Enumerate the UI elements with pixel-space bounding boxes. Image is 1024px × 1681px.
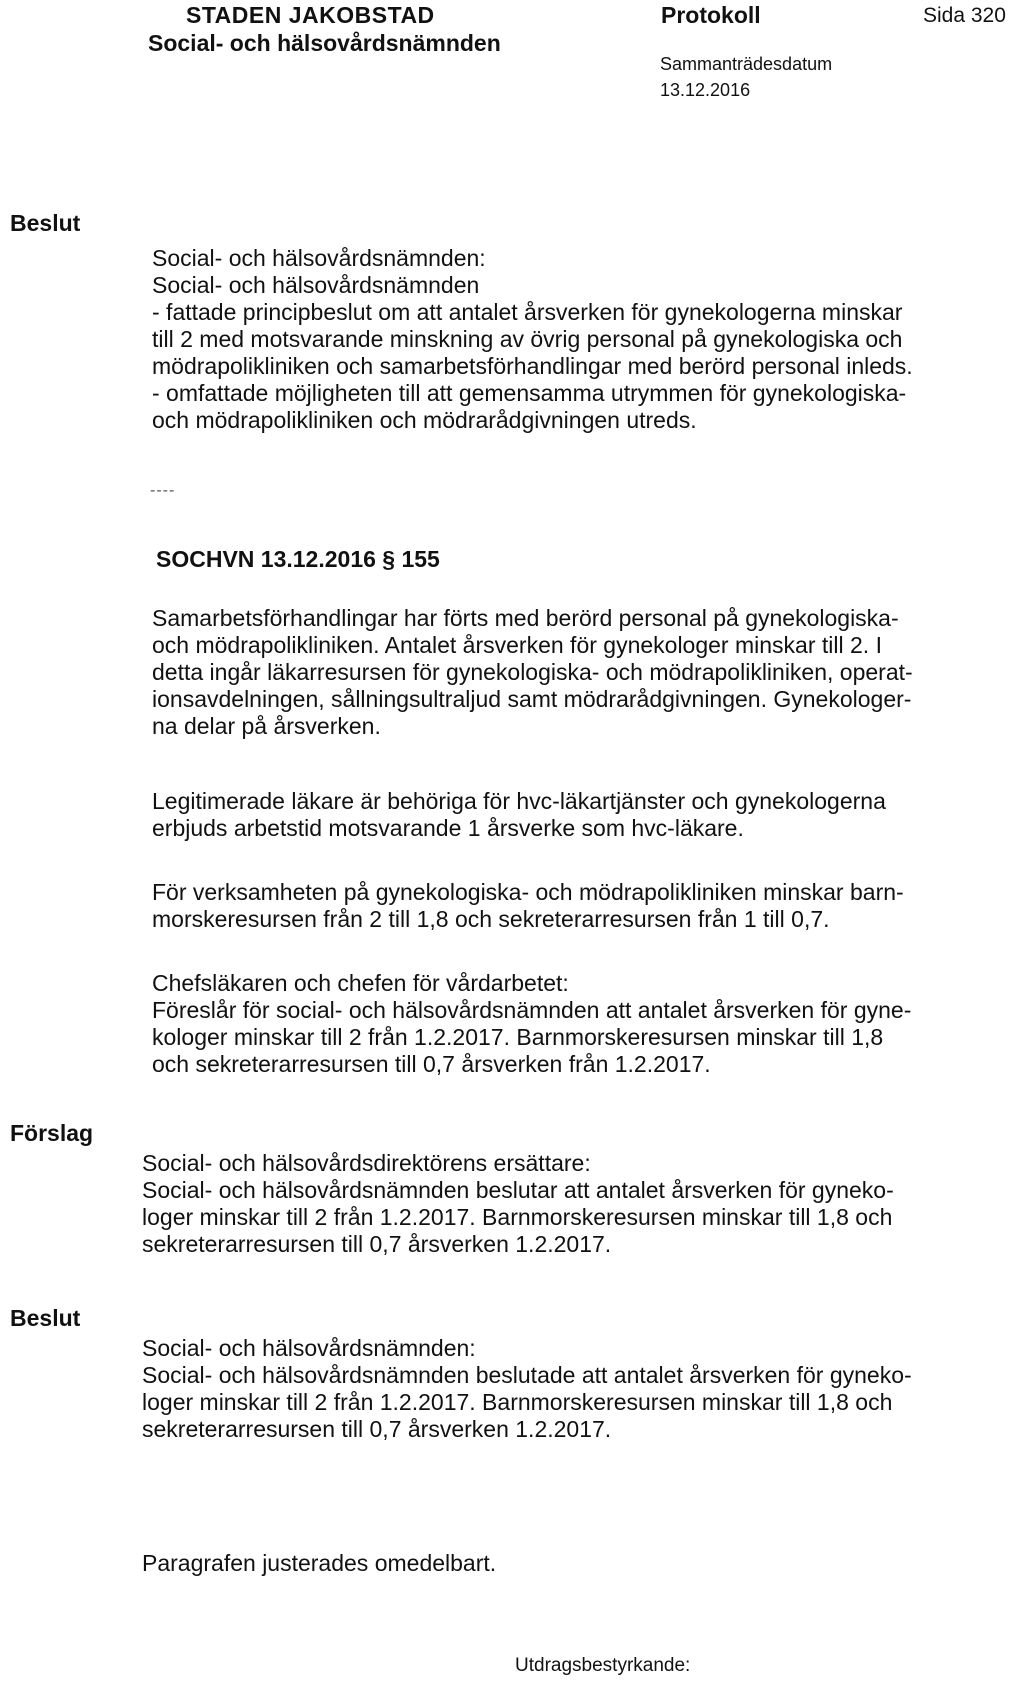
text-line: Social- och hälsovårdsnämnden beslutade att antalet årsverken för gyneko- [142, 1362, 912, 1388]
side-label-forslag: Förslag [10, 1120, 94, 1146]
text-line: Chefsläkaren och chefen för vårdarbetet: [152, 970, 569, 996]
meeting-date: 13.12.2016 [660, 80, 751, 100]
text-line: och mödrapolikliniken och mödrarådgivningen utreds. [152, 407, 697, 433]
text-line: Social- och hälsovårdsnämnden: [142, 1335, 476, 1361]
decision-1-block [152, 245, 1022, 434]
text-line: - fattade principbeslut om att antalet årsverken för gynekologerna minskar [152, 299, 903, 325]
text-line: loger minskar till 2 från 1.2.2017. Barnmorskeresursen minskar till 1,8 och [142, 1389, 893, 1415]
text-line: erbjuds arbetstid motsvarande 1 årsverke som hvc-läkare. [152, 815, 744, 841]
text-line: sekreterarresursen till 0,7 årsverken 1.2.2017. [142, 1231, 612, 1257]
text-line: detta ingår läkarresursen för gynekologiska- och mödrapolikliniken, operat- [152, 659, 913, 685]
organization-name: STADEN JAKOBSTAD [186, 2, 435, 28]
text-line: Social- och hälsovårdsdirektörens ersättare: [142, 1150, 591, 1176]
decision-2-block [142, 1335, 1012, 1443]
side-label-beslut-1: Beslut [10, 210, 81, 236]
side-label-beslut-2: Beslut [10, 1305, 81, 1331]
text-line: Samarbetsförhandlingar har förts med berörd personal på gynekologiska- [152, 605, 899, 631]
text-line: Legitimerade läkare är behöriga för hvc-läkartjänster och gynekologerna [152, 788, 886, 814]
attestation-label: Utdragsbestyrkande: [515, 1655, 691, 1676]
text-line: och sekreterarresursen till 0,7 årsverken från 1.2.2017. [152, 1051, 711, 1077]
paragraph-2 [152, 788, 1022, 842]
text-line: och mödrapolikliniken. Antalet årsverken för gynekologer minskar till 2. I [152, 632, 882, 658]
text-line: na delar på årsverken. [152, 713, 381, 739]
text-line: loger minskar till 2 från 1.2.2017. Barnmorskeresursen minskar till 1,8 och [142, 1204, 893, 1230]
paragraph-3 [152, 879, 1022, 933]
text-line: Föreslår för social- och hälsovårdsnämnden att antalet årsverken för gyne- [152, 997, 912, 1023]
text-line: - omfattade möjligheten till att gemensamma utrymmen för gynekologiska- [152, 380, 907, 406]
page-number: Sida 320 [923, 4, 1006, 27]
board-name: Social- och hälsovårdsnämnden [148, 30, 501, 56]
text-line: mödrapolikliniken och samarbetsförhandlingar med berörd personal inleds. [152, 353, 913, 379]
text-line: morskeresursen från 2 till 1,8 och sekreterarresursen från 1 till 0,7. [152, 906, 830, 932]
section-heading: SOCHVN 13.12.2016 § 155 [156, 546, 440, 572]
document-type: Protokoll [661, 2, 761, 28]
text-line: kologer minskar till 2 från 1.2.2017. Barnmorskeresursen minskar till 1,8 [152, 1024, 884, 1050]
text-line: sekreterarresursen till 0,7 årsverken 1.2.2017. [142, 1416, 612, 1442]
closing-statement: Paragrafen justerades omedelbart. [142, 1550, 497, 1576]
proposal-block [142, 1150, 1012, 1258]
separator-mark: ---- [150, 482, 176, 499]
text-line: För verksamheten på gynekologiska- och mödrapolikliniken minskar barn- [152, 879, 904, 905]
text-line: Social- och hälsovårdsnämnden [152, 272, 480, 298]
text-line: till 2 med motsvarande minskning av övrig personal på gynekologiska och [152, 326, 903, 352]
text-line: Social- och hälsovårdsnämnden: [152, 245, 486, 271]
text-line: ionsavdelningen, sållningsultraljud samt mödrarådgivningen. Gynekologer- [152, 686, 912, 712]
meeting-date-label: Sammanträdesdatum [660, 54, 833, 74]
paragraph-1 [152, 605, 1022, 740]
text-line: Social- och hälsovårdsnämnden beslutar att antalet årsverken för gyneko- [142, 1177, 894, 1203]
paragraph-4 [152, 970, 1022, 1078]
